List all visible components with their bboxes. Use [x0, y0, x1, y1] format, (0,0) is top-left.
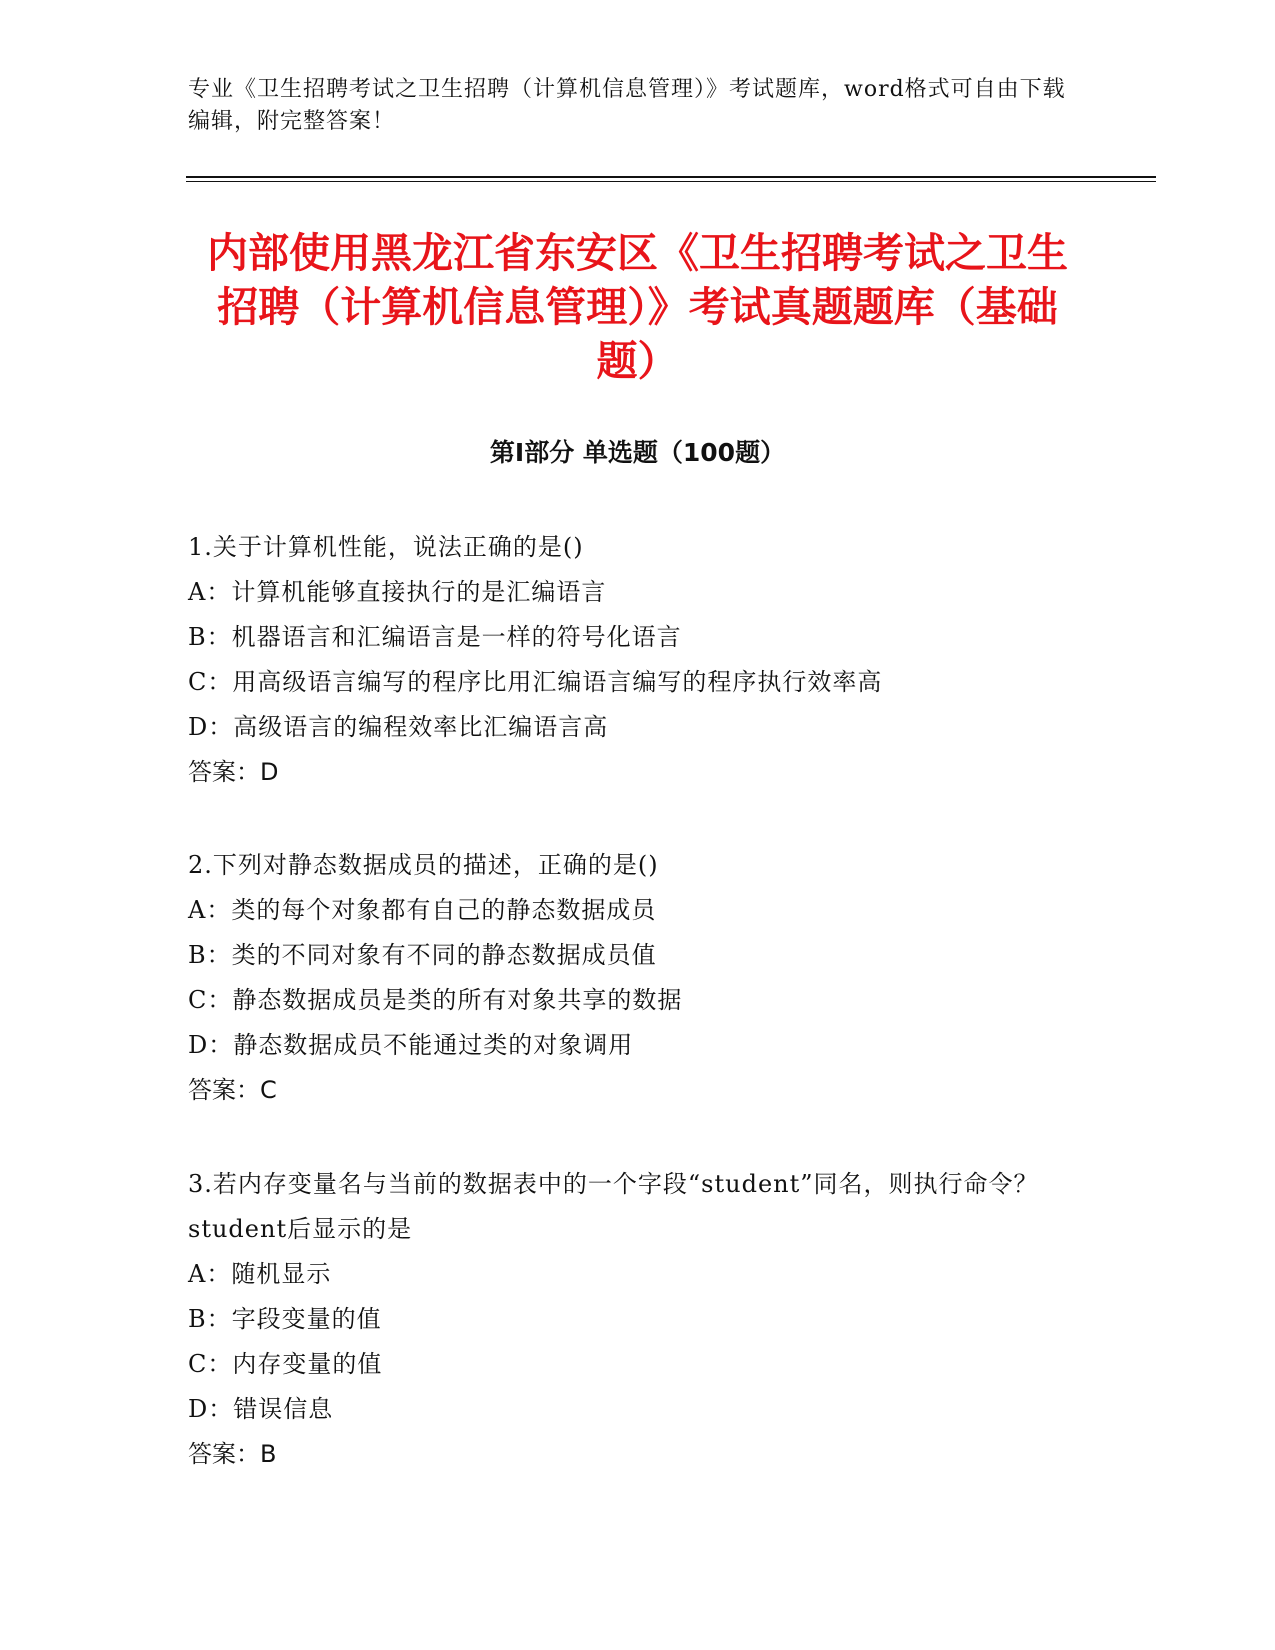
answer: 答案：B — [188, 1440, 277, 1468]
option-b: B：机器语言和汇编语言是一样的符号化语言 — [188, 623, 682, 651]
option-a: A：计算机能够直接执行的是汇编语言 — [188, 578, 607, 606]
option-d: D：高级语言的编程效率比汇编语言高 — [188, 713, 609, 741]
question-stem: 3.若内存变量名与当前的数据表中的一个字段“student”同名，则执行命令？student后显示的是 — [188, 1170, 1039, 1243]
question-1 — [188, 525, 1088, 795]
option-b: B：字段变量的值 — [188, 1305, 382, 1333]
option-d: D：静态数据成员不能通过类的对象调用 — [188, 1031, 634, 1059]
question-stem: 2.下列对静态数据成员的描述，正确的是() — [188, 851, 659, 879]
section-title: 第Ⅰ部分 单选题（100题） — [489, 438, 786, 467]
option-c: C：用高级语言编写的程序比用汇编语言编写的程序执行效率高 — [188, 668, 883, 696]
answer: 答案：C — [188, 1076, 277, 1104]
question-stem: 1.关于计算机性能，说法正确的是() — [188, 533, 584, 561]
option-a: A：类的每个对象都有自己的静态数据成员 — [188, 896, 657, 924]
answer: 答案：D — [188, 758, 279, 786]
option-c: C：内存变量的值 — [188, 1350, 383, 1378]
header-divider-thin — [186, 181, 1156, 182]
option-c: C：静态数据成员是类的所有对象共享的数据 — [188, 986, 683, 1014]
question-3 — [188, 1162, 1088, 1477]
option-b: B：类的不同对象有不同的静态数据成员值 — [188, 941, 657, 969]
header-divider-thick — [186, 176, 1156, 178]
option-d: D：错误信息 — [188, 1395, 334, 1423]
document-title: 内部使用黑龙江省东安区《卫生招聘考试之卫生招聘（计算机信息管理）》考试真题题库（基础题） — [207, 229, 1068, 385]
question-2 — [188, 843, 1088, 1113]
header-note: 专业《卫生招聘考试之卫生招聘（计算机信息管理）》考试题库，word格式可自由下载编辑，附完整答案！ — [188, 77, 1066, 134]
option-a: A：随机显示 — [188, 1260, 332, 1288]
